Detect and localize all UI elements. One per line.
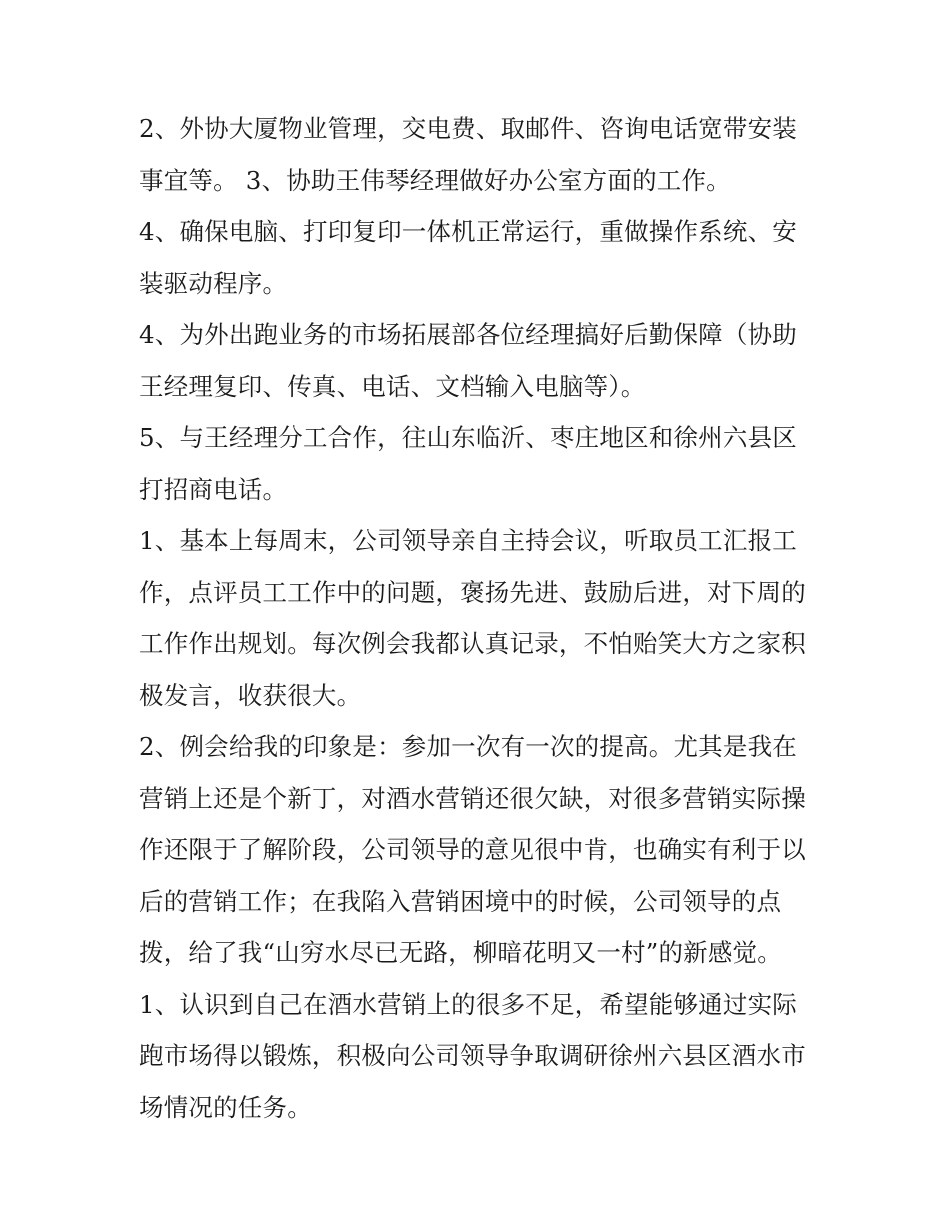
paragraph-1: 2、外协大厦物业管理，交电费、取邮件、咨询电话宽带安装事宜等。 3、协助王伟琴经理做好办公室方面的工作。	[139, 114, 797, 195]
paragraph-6: 2、例会给我的印象是：参加一次有一次的提高。尤其是我在营销上还是个新丁，对酒水营销还很欠缺，对很多营销实际操作还限于了解阶段，公司领导的意见很中肯，也确实有利于以后的营销工作；在我陷入营销困境中的时候，公司领导的点拨，给了我“山穷水尽已无路，柳暗花明又一村”的新感觉。	[139, 732, 806, 967]
paragraph-2: 4、确保电脑、打印复印一体机正常运行，重做操作系统、安装驱动程序。	[139, 217, 797, 298]
document-body	[139, 103, 819, 1133]
paragraph-5: 1、基本上每周末，公司领导亲自主持会议，听取员工汇报工作，点评员工工作中的问题，褒扬先进、鼓励后进，对下周的工作作出规划。每次例会我都认真记录，不怕贻笑大方之家积极发言，收获很大。	[139, 526, 806, 710]
paragraph-7: 1、认识到自己在酒水营销上的很多不足，希望能够通过实际跑市场得以锻炼，积极向公司领导争取调研徐州六县区酒水市场情况的任务。	[139, 989, 806, 1122]
paragraph-3: 4、为外出跑业务的市场拓展部各位经理搞好后勤保障（协助王经理复印、传真、电话、文档输入电脑等）。	[139, 320, 797, 401]
paragraph-4: 5、与王经理分工合作，往山东临沂、枣庄地区和徐州六县区打招商电话。	[139, 423, 797, 504]
